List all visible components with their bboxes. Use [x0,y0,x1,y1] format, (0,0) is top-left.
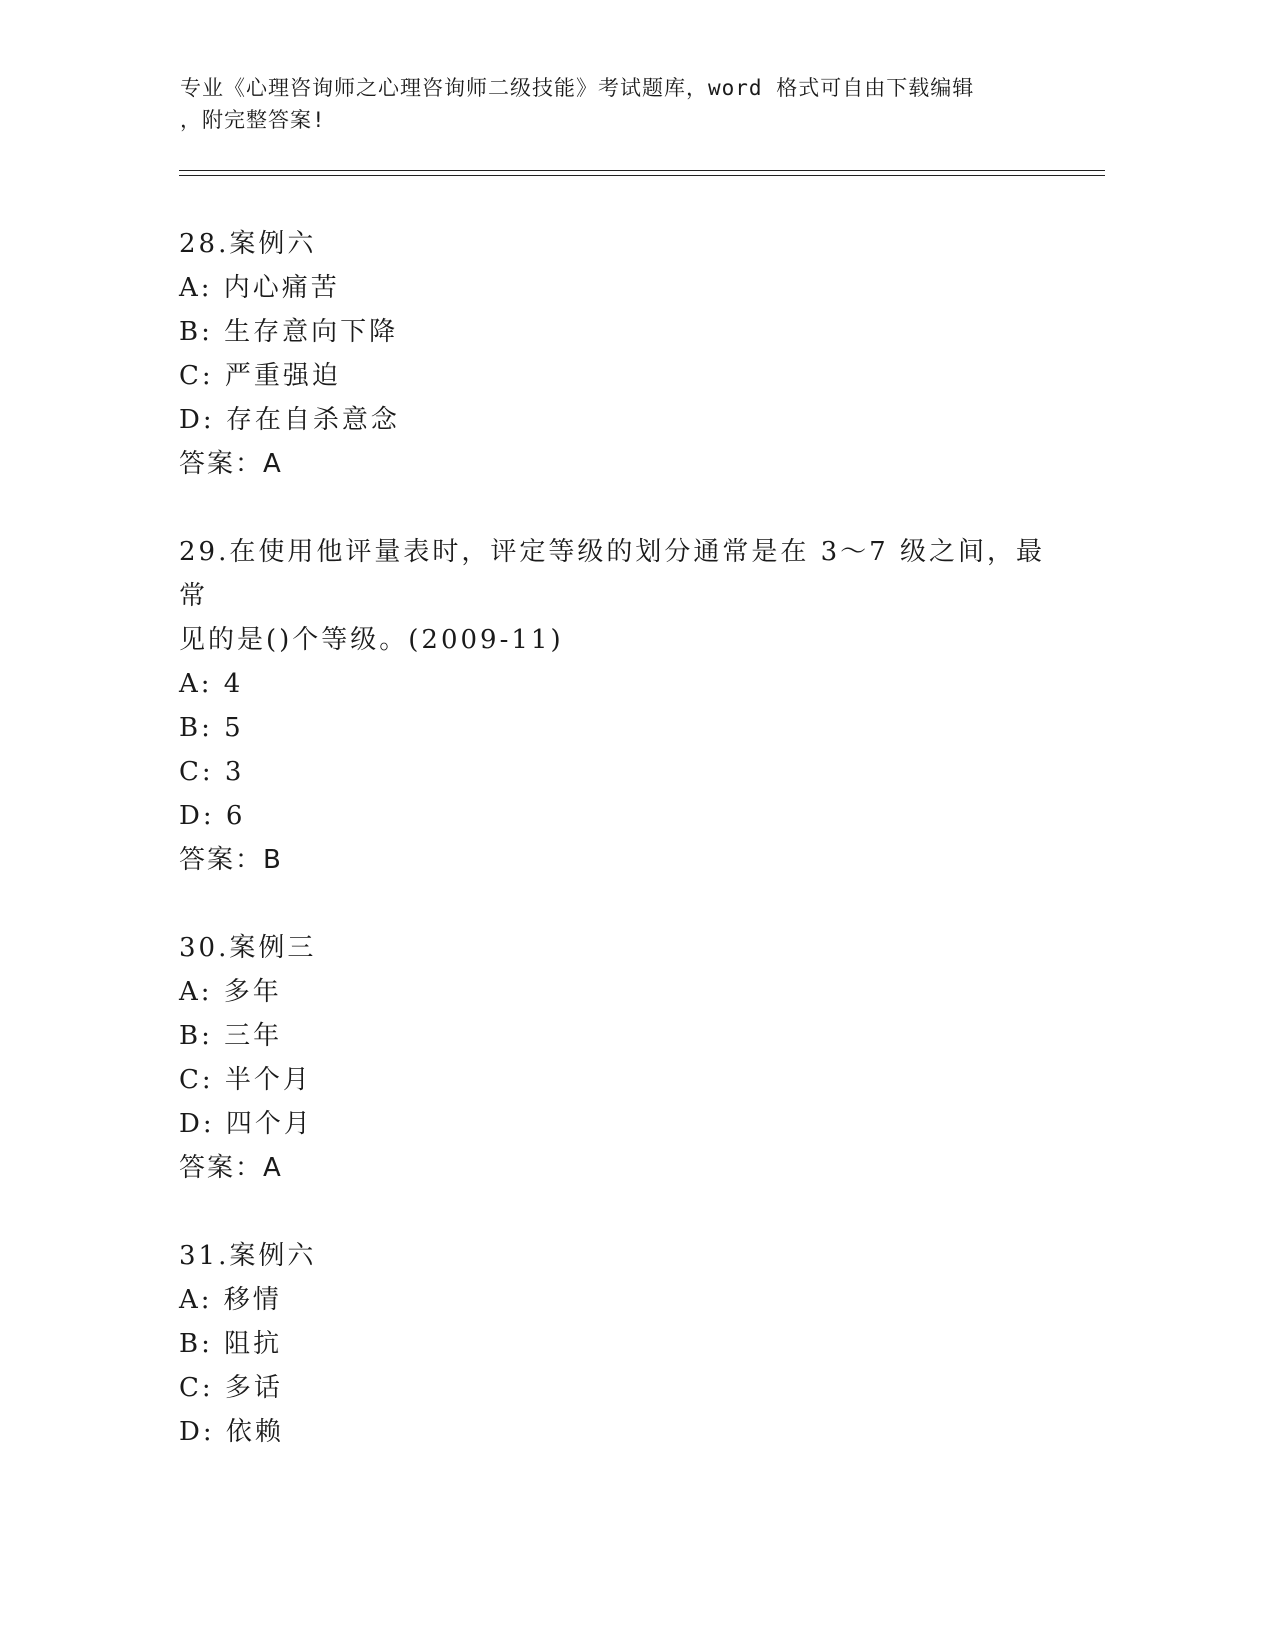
header-line-1: 专业《心理咨询师之心理咨询师二级技能》考试题库，word 格式可自由下载编辑 [180,76,975,100]
answer: 答案：A [179,449,283,479]
option-d: D: 6 [179,801,246,831]
question-stem-line-2: 见的是()个等级。(2009-11) [179,625,564,655]
question-28 [179,222,1059,486]
option-d: D: 存在自杀意念 [179,405,400,435]
option-a: A: 4 [179,669,244,699]
option-b: B: 阻抗 [179,1329,283,1359]
question-list [179,222,1059,1498]
option-a: A: 内心痛苦 [179,273,340,303]
answer: 答案：A [179,1153,283,1183]
question-stem: 30.案例三 [179,933,317,963]
question-30 [179,926,1059,1190]
option-b: B: 三年 [179,1021,283,1051]
question-31 [179,1234,1059,1454]
document-header [180,72,1040,136]
option-a: A: 多年 [179,977,282,1007]
header-divider-top [179,170,1105,171]
option-c: C: 多话 [179,1373,283,1403]
question-stem-line-1: 29.在使用他评量表时，评定等级的划分通常是在 3～7 级之间，最常 [179,537,1045,611]
option-c: C: 3 [179,757,245,787]
option-d: D: 依赖 [179,1417,284,1447]
option-c: C: 严重强迫 [179,361,341,391]
question-29 [179,530,1059,882]
question-stem: 28.案例六 [179,229,317,259]
header-line-2: ，附完整答案! [180,108,326,132]
option-b: B: 5 [179,713,244,743]
question-stem: 31.案例六 [179,1241,317,1271]
header-divider-bottom [179,175,1105,176]
answer: 答案：B [179,845,283,875]
option-c: C: 半个月 [179,1065,312,1095]
option-d: D: 四个月 [179,1109,313,1139]
option-a: A: 移情 [179,1285,282,1315]
option-b: B: 生存意向下降 [179,317,399,347]
